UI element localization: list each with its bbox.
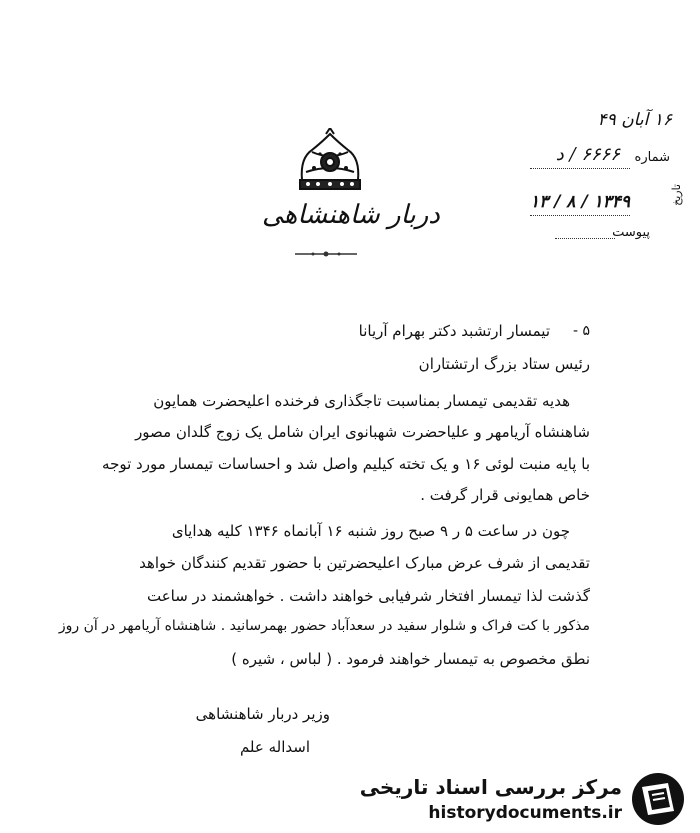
date-underline: [530, 215, 630, 216]
number-value: ۶۶۶۶ / د: [555, 144, 620, 165]
para1-line-2: شاهنشاه آریامهر و علیاحضرت شهبانوی ایران شامل یک زوج گلدان مصور: [135, 423, 590, 441]
recipient-line-2: رئیس ستاد بزرگ ارتشتاران: [418, 355, 590, 373]
number-label: شماره: [634, 150, 670, 165]
archive-logo-icon: [628, 771, 688, 827]
para1-line-4: خاص همایونی قرار گرفت .: [420, 486, 590, 504]
attachment-label: پیوست: [612, 225, 650, 240]
date-value: ۱۳۴۹ / ۸ / ۱۳: [529, 192, 630, 212]
para1-line-3: با پایه منبت لوئی ۱۶ و یک تخته کیلیم واصل شد و احساسات تیمسار مورد توجه: [102, 455, 590, 473]
letter-number: ۵ -: [572, 323, 590, 339]
recipient-line-1: تیمسار ارتشبد دکتر بهرام آریانا: [358, 322, 550, 340]
para2-line-4: مذکور با کت فراک و شلوار سفید در سعدآباد حضور بهمرسانید . شاهنشاه آریامهر در آن روز: [58, 618, 590, 634]
para2-line-1: چون در ساعت ۵ ر ۹ صبح روز شنبه ۱۶ آبانماه ۱۳۴۶ کلیه هدایای: [171, 522, 570, 540]
number-underline: [530, 168, 630, 169]
archive-org-name: مرکز بررسی اسناد تاریخی: [359, 775, 622, 799]
signature-title: وزیر دربار شاهنشاهی: [195, 705, 330, 723]
para1-line-1: هدیه تقدیمی تیمسار بمناسبت تاجگذاری فرخنده اعلیحضرت همایون: [153, 392, 570, 410]
pahlavi-crown-icon: [292, 128, 368, 198]
court-title: دربار شاهنشاهی: [262, 200, 440, 230]
para2-line-3: گذشت لذا تیمسار افتخار شرفیابی خواهند داشت . خواهشمند در ساعت: [146, 587, 590, 605]
archive-site-url[interactable]: historydocuments.ir: [428, 803, 622, 823]
ornament-divider: [293, 250, 359, 258]
header-handwritten-date: ۱۶ آبان ۴۹: [597, 110, 672, 130]
date-label: تاریخ: [670, 184, 683, 206]
attachment-underline: [555, 238, 615, 239]
para2-line-5: نطق مخصوص به تیمسار خواهند فرمود . ( لباس ، شیره ): [231, 650, 590, 668]
signature-name: اسداله علم: [239, 738, 310, 756]
para2-line-2: تقدیمی از شرف عرض مبارک اعلیحضرتین با حضور تقدیم کنندگان خواهد: [139, 554, 590, 572]
